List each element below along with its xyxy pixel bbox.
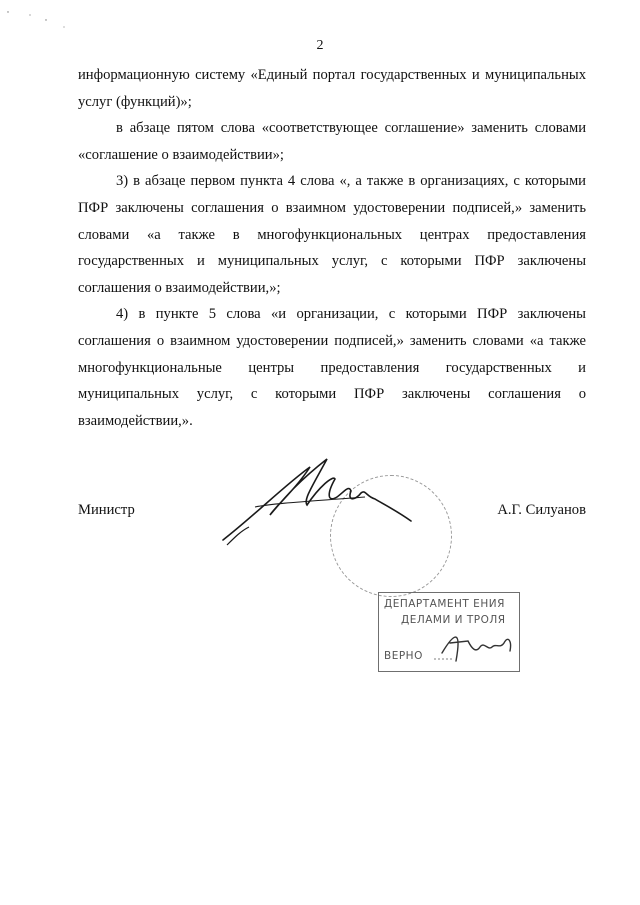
stamp-department-line: ДЕПАРТАМЕНТ ЕНИЯ	[384, 598, 505, 610]
paragraph-continuation: информационную систему «Единый портал государственных и муниципальных услуг (функций)»;	[78, 67, 586, 110]
stamp-signature	[434, 623, 519, 668]
stamp-verno-label: ВЕРНО	[384, 650, 423, 662]
paragraph-amendment-paragraph-five: в абзаце пятом слова «соответствующее соглашение» заменить словами «соглашение о взаимодействии»;	[78, 120, 586, 163]
stamp-control-line: ДЕЛАМИ И ТРОЛЯ	[401, 614, 506, 626]
handwritten-signature	[215, 445, 425, 585]
signatory-role: Министр	[78, 502, 135, 518]
document-body	[78, 62, 586, 434]
signatory-name: А.Г. Силуанов	[497, 502, 586, 518]
page-number: 2	[316, 38, 324, 53]
paragraph-item-3: 3) в абзаце первом пункта 4 слова «, а также в организациях, с которыми ПФР заключены соглашения о взаимном удостоверении подписей,» заменить словами «а также в многофункциональных центрах предоставления государственных и муниципальных услуг, с которыми ПФР заключены соглашения о взаимодействии,»;	[78, 173, 586, 296]
scan-specks	[0, 0, 100, 40]
certification-stamp	[378, 592, 520, 672]
paragraph-item-4: 4) в пункте 5 слова «и организации, с которыми ПФР заключены соглашения о взаимном удостоверении подписей,» заменить словами «а также многофункциональные центры предоставления государственных и муниципальных услуг, с которыми ПФР заключены соглашения о взаимодействии,».	[78, 306, 586, 429]
